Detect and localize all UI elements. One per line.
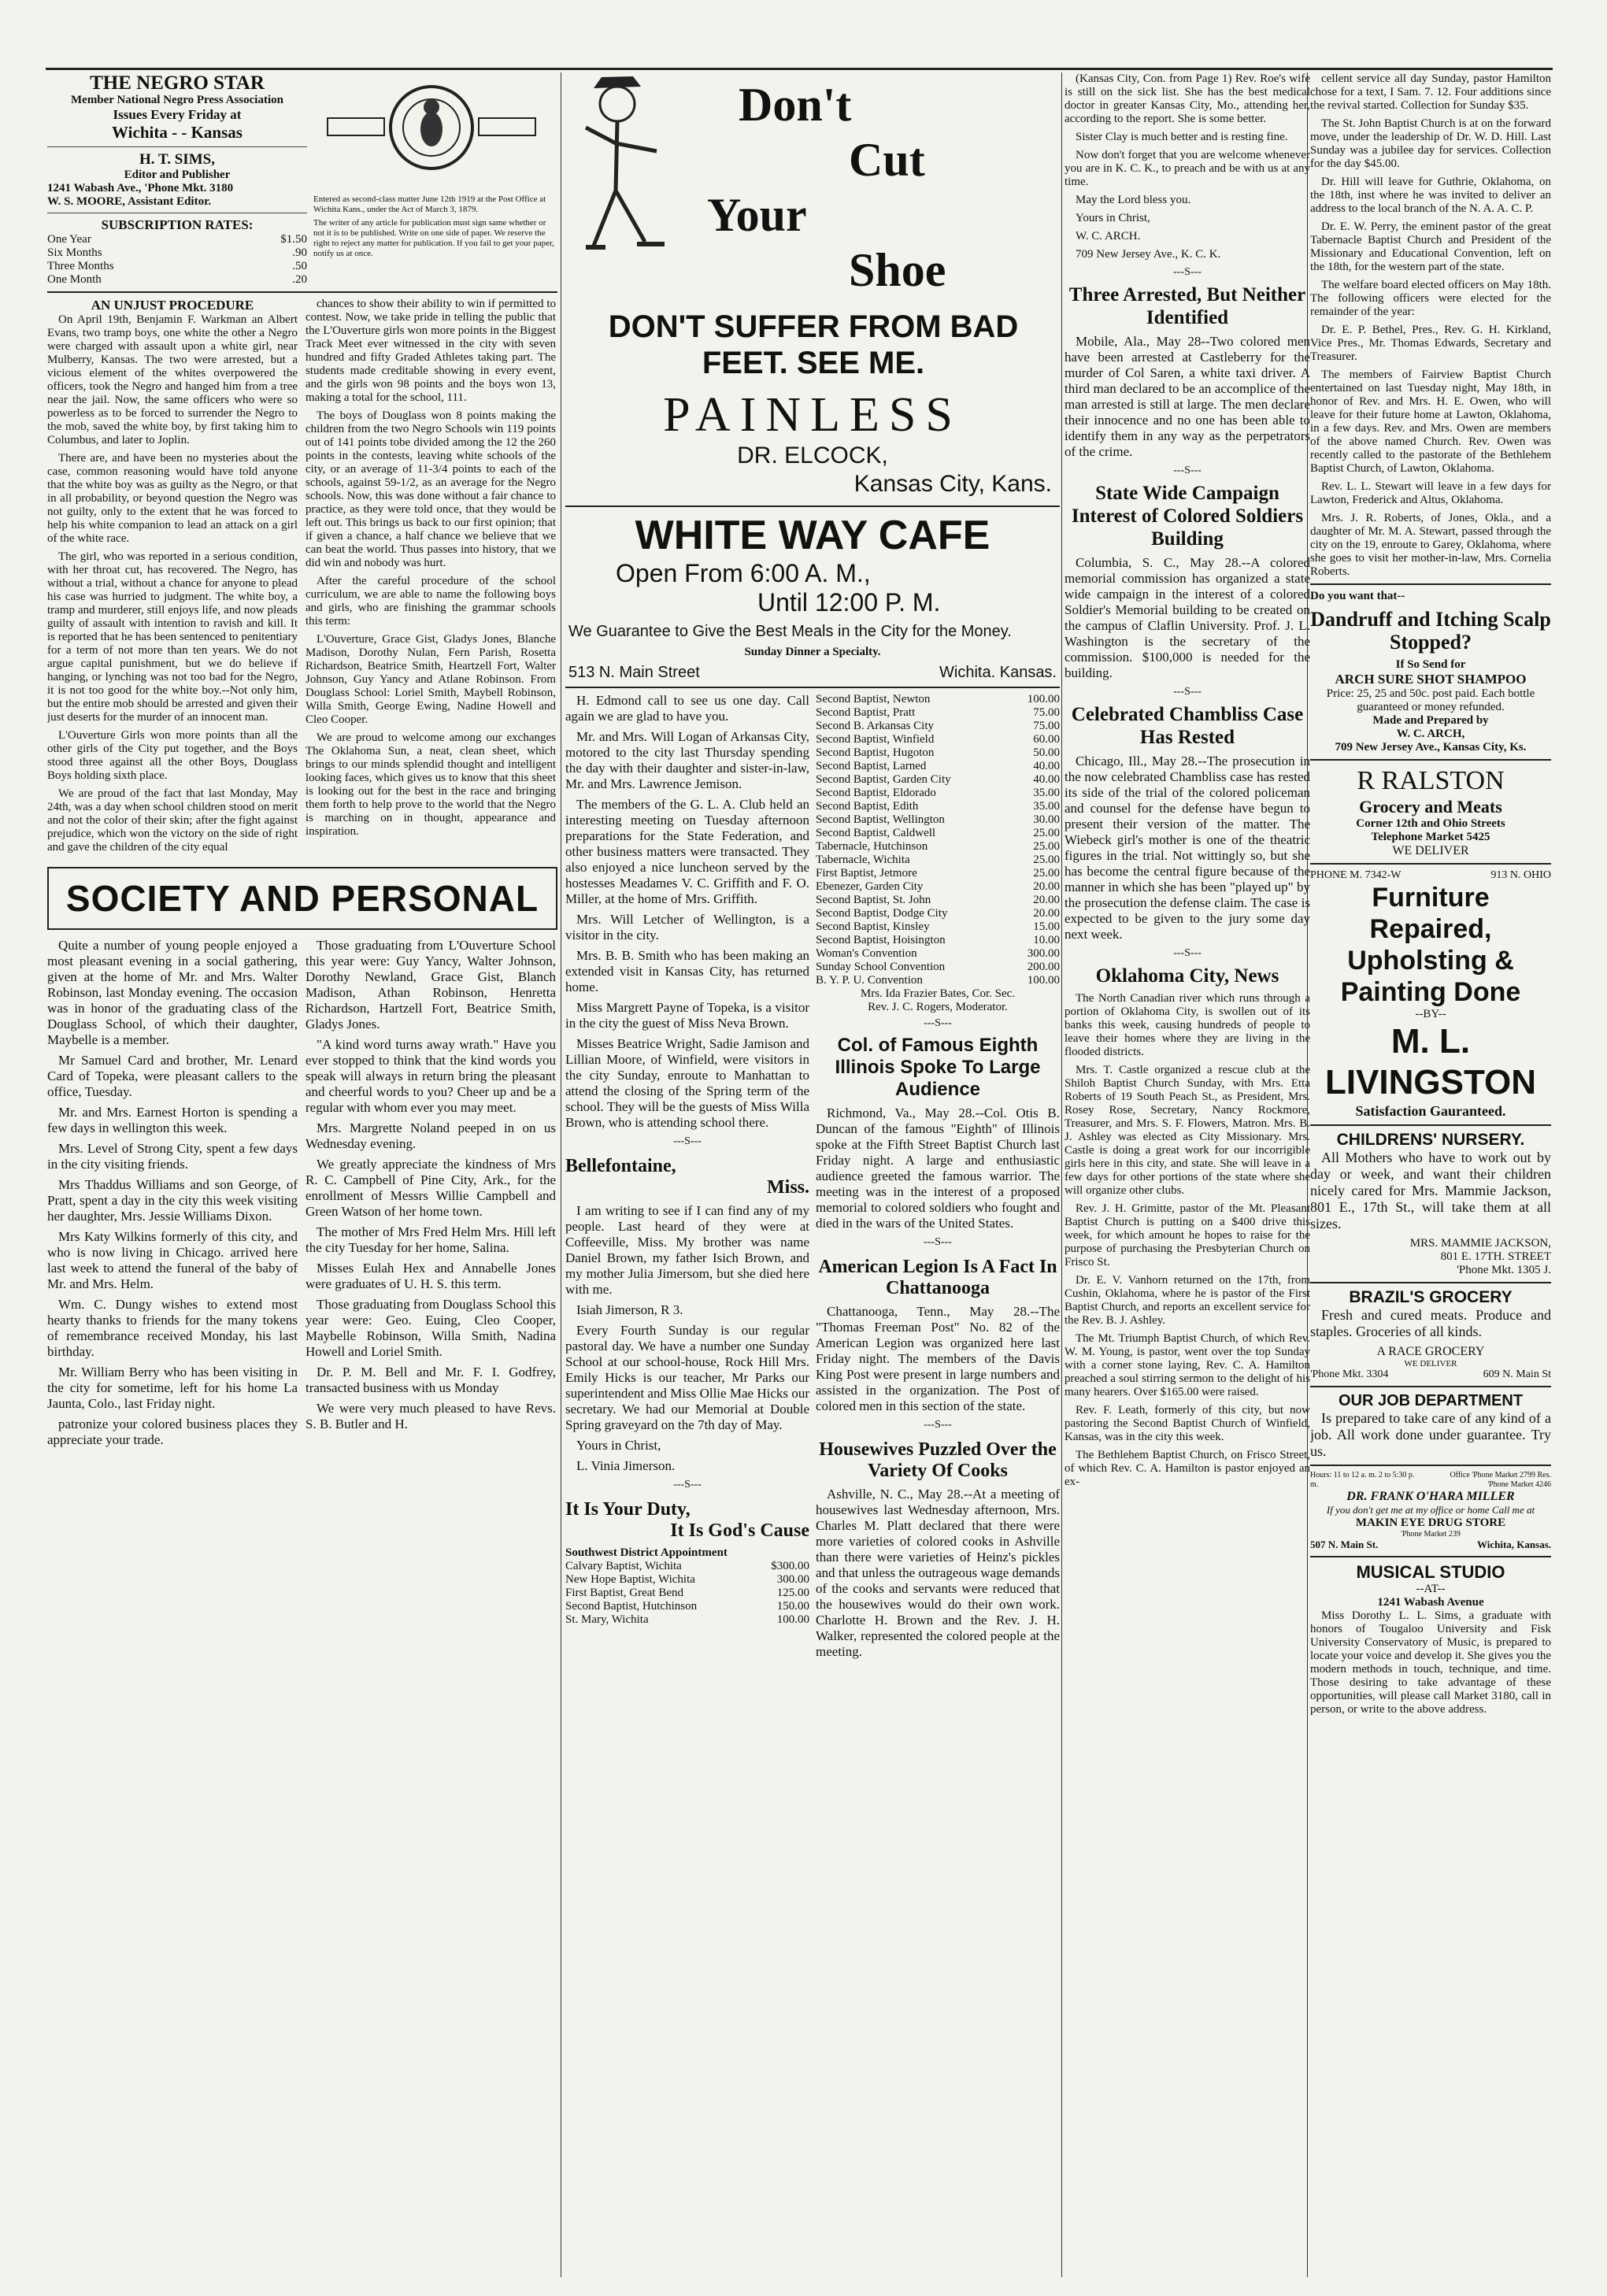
livingston-address: 913 N. OHIO <box>1490 869 1551 881</box>
unjust-body <box>47 313 298 854</box>
brazil-race: A RACE GROCERY <box>1376 1345 1485 1358</box>
press-seal-icon <box>313 72 550 191</box>
paragraph: Quite a number of young people enjoyed a most pleasant evening in a social gathering, given at the home of Mr. and Mrs. Walter Robinson, last Monday evening. The occasion was in honor of the graduating class of the Douglass School, of which their daughter, Maybelle is a member. <box>47 938 298 1047</box>
paragraph: Rev. F. Leath, formerly of this city, but now pastoring the Second Baptist Church of Winfield, Kansas, was in the city this week. <box>1065 1404 1310 1443</box>
paragraph: H. Edmond call to see us one day. Call again we are glad to have you. <box>565 693 809 724</box>
paragraph: W. C. ARCH. <box>1076 230 1141 243</box>
paragraph: Dr. Hill will leave for Guthrie, Oklahoma, on the 18th, inst where he was invited to deliver an address to the local branch of the N. A. A. C. P. <box>1310 176 1551 215</box>
row-label: First Baptist, Great Bend <box>565 1587 683 1599</box>
brazil-contact <box>1310 1368 1551 1381</box>
row-label: B. Y. P. U. Convention <box>816 974 923 987</box>
sig-rogers: Rev. J. C. Rogers, Moderator. <box>868 1001 1008 1013</box>
cafe-address-row <box>568 664 1057 682</box>
table-row <box>565 1613 809 1627</box>
miller-store: MAKIN EYE DRUG STORE <box>1355 1516 1506 1529</box>
paragraph: L'Ouverture Girls won more points than all the other girls of the City put together, and the Boys stood three against all the other Boys, Douglass Boys holding sixth place. <box>47 729 298 782</box>
miller-note: If you don't get me at my office or home Call me at <box>1326 1504 1535 1516</box>
row-amount: 25.00 <box>1033 867 1060 880</box>
row-label: Second Baptist, Winfield <box>816 733 935 746</box>
table-row <box>816 787 1060 800</box>
paragraph: Mr Samuel Card and brother, Mr. Lenard Card of Topeka, were pleasant callers to the office, Tuesday. <box>47 1053 298 1099</box>
paragraph: Now don't forget that you are welcome whenever you are in K. C. K., to preach and be with us at any time. <box>1065 149 1310 188</box>
paragraph: The Mt. Triumph Baptist Church, of which Rev. W. M. Young, is pastor, went over the top Sunday with a corner stone laying, Rev. C. A. Hamilton preached a soul stirring sermon to the delight of his many hearers. Over $165.00 were raised. <box>1065 1332 1310 1398</box>
row-amount: 25.00 <box>1033 840 1060 853</box>
miller-hours: Hours: 11 to 12 a. m. 2 to 5:30 p. m. <box>1310 1471 1415 1489</box>
ad-shoe: Shoe <box>849 244 946 296</box>
table-row <box>816 880 1060 894</box>
subscription-term: Three Months <box>47 260 114 272</box>
belle-title2: Miss. <box>767 1177 809 1198</box>
row-amount: 200.00 <box>1027 961 1060 973</box>
table-row <box>816 934 1060 947</box>
paragraph: May the Lord bless you. <box>1076 194 1191 206</box>
column-2-right: Second Baptist, Newton 100.00 Second Baptist, Pratt 75.00 Second B. Arkansas City 75.00 Second Baptist, Winfield 60.00 Second Baptist, Hugoton 50.00 Second Baptist, Larned 40.00 Second Baptist, Garden City 40.00 Second Baptist, Eldorado 35.00 Second Baptist, Edith 35.00 Second Baptist, Wellington 30.00 Second Baptist, Caldwell 25.00 Tabernacle, Hutchinson 25.00 Tabernacle, Wichita 25.00 First Baptist, Jetmore 25.00 Ebenezer, Garden City 20.00 Second Baptist, St. John 20.00 Second Baptist, Dodge City 20.00 Second Baptist, Kinsley 15.00 Second Baptist, Hoisington 10.00 Woman's Convention 300.00 Sunday School Convention 200.00 B. Y. P. U. Convention 100.00 Mrs. Ida Frazier Bates, Cor. Sec. Rev. J. C. Rogers, Moderator. ---S--- Col. of Famous Eighth Illinois Spoke To Large Audience Richmond, Va., May 28.--Col. Otis B. Duncan of the famous "Eighth" of Illinois spoke at the Fifth Street Baptist Church last Friday night. A large and enthusiastic audience greeted the famous warrior. The meeting was in the interest of a proposed memorial to colored soldiers who fought and died in the wars of the United States. ---S--- American Legion Is A Fact In Chattanooga Chattanooga, Tenn., May 28.--The "Thomas Freeman Post" No. 82 of the American Legion was organized here last Friday night. The members of the Davis King Post were present in large numbers and assisted in the organization. The Post of colored men in this section of the state. ---S--- Housewives Puzzled Over the Variety Of Cooks Ashville, N. C., May 28.--At a meeting of housewives last Wednesday afternoon, Mrs. Charles M. Platt declared that there were more varieties of colored cooks in Ashville than there were varieties of Heinz's pickles and that unless the outrageous wage demands of the cooks and servants were reduced that the housewives would do their own work. Charlotte H. Brown and the Rev. J. H. Walker, represented the colored people at the meeting. <box>816 693 1060 1659</box>
miller-address: 507 N. Main St. <box>1310 1539 1379 1550</box>
sig-bates: Mrs. Ida Frazier Bates, Cor. Sec. <box>860 987 1016 1000</box>
paragraph: Mrs Thaddus Williams and son George, of Pratt, spent a day in the city this week visiting her daughter, Mrs. Jessie Williams Dixon. <box>47 1177 298 1224</box>
table-row <box>565 1560 809 1573</box>
row-label: Second Baptist, Dodge City <box>816 907 948 920</box>
row-label: Second Baptist, Eldorado <box>816 787 936 799</box>
table-row <box>816 867 1060 880</box>
city-line: Wichita - - Kansas <box>112 123 243 142</box>
dandruff-address: 709 New Jersey Ave., Kansas City, Ks. <box>1335 741 1527 754</box>
subscription-term: One Year <box>47 233 91 246</box>
okc-body <box>1065 992 1310 1489</box>
arrested-body: Mobile, Ala., May 28--Two colored men have been arrested at Castleberry for the murder of Col Saren, a white taxi driver. A third man declared to be an accomplice of the man arrested is still at large. The men declare their innocence and no one has been able to identify them in any way as the perpetrators of the crime. <box>1065 334 1310 459</box>
arrested-title: Three Arrested, But Neither Identified <box>1068 284 1306 328</box>
column-2-lower <box>565 693 1060 1665</box>
row-label: Second Baptist, Hoisington <box>816 934 946 946</box>
editorial-left <box>47 298 298 859</box>
chances-body <box>305 298 556 839</box>
miller-phone: 'Phone Market 239 <box>1401 1530 1461 1539</box>
nursery-sig3: 'Phone Mkt. 1305 J. <box>1457 1264 1551 1276</box>
ad-cut: Cut <box>849 134 925 186</box>
ad-painless: PAINLESS <box>663 388 962 442</box>
ad-your: Your <box>707 189 807 241</box>
row-label: Second Baptist, Pratt <box>816 706 916 719</box>
masthead-right <box>313 72 557 287</box>
column-rule <box>1061 72 1062 2277</box>
masthead <box>47 72 557 287</box>
paragraph: The mother of Mrs Fred Helm Mrs. Hill left the city Tuesday for her home, Salina. <box>305 1224 556 1255</box>
dandruff-made: Made and Prepared by <box>1372 714 1489 727</box>
paragraph: The St. John Baptist Church is at on the forward move, under the leadership of Dr. W. D. Hill. Last Sunday was a jubilee day for services. Collection for the day $45.00. <box>1310 117 1551 170</box>
shoe-man-icon <box>570 72 688 261</box>
campaign-title: State Wide Campaign Interest of Colored Soldiers Building <box>1071 483 1304 550</box>
row-amount: 150.00 <box>776 1600 809 1613</box>
studio-at: --AT-- <box>1416 1583 1446 1595</box>
paragraph: "A kind word turns away wrath." Have you ever stopped to think that the kind words you speak will always in return bring the pleasant and cheerful words to you? Cheer up and be a regular with whom ever you may meet. <box>305 1037 556 1115</box>
dandruff-headline: Dandruff and Itching Scalp Stopped? <box>1310 608 1551 654</box>
row-label: Second Baptist, Kinsley <box>816 920 930 933</box>
cooks-body: Ashville, N. C., May 28.--At a meeting of housewives last Wednesday afternoon, Mrs. Charles M. Platt declared that there were more varieties of colored cooks in Ashville than there were varieties of Heinz's pickles and that unless the outrageous wage demands of the cooks and servants were reduced that the housewives would do their own work. Charlotte H. Brown and the Rev. J. H. Walker, represented the colored people at the meeting. <box>816 1487 1060 1659</box>
paragraph: patronize your colored business places they appreciate your trade. <box>47 1416 298 1447</box>
society-left <box>47 938 298 1453</box>
paragraph: Misses Eulah Hex and Annabelle Jones were graduates of U. H. S. this term. <box>305 1261 556 1291</box>
masthead-rule <box>46 68 1553 70</box>
brazil-phone: 'Phone Mkt. 3304 <box>1310 1368 1389 1380</box>
column-2 <box>565 72 1060 2280</box>
row-amount: 20.00 <box>1033 880 1060 893</box>
livingston-headline: Furniture Repaired, Upholsting & Painting Done <box>1340 883 1521 1007</box>
legion-title: American Legion Is A Fact In Chattanooga <box>818 1257 1057 1298</box>
dandruff-send: If So Send for <box>1395 658 1466 671</box>
row-label: Tabernacle, Hutchinson <box>816 840 928 853</box>
table-row <box>816 706 1060 720</box>
row-amount: 30.00 <box>1033 813 1060 826</box>
paragraph: After the careful procedure of the school curriculum, we are able to name the following boys and girls, who are finishing the grammar schools this term: <box>305 575 556 628</box>
paragraph: Dr. P. M. Bell and Mr. F. I. Godfrey, transacted business with us Monday <box>305 1365 556 1395</box>
ad-doctor: DR. ELCOCK, <box>737 443 888 468</box>
issued-line: Issues Every Friday at <box>113 107 242 122</box>
ralston-ad <box>1310 765 1551 858</box>
subscription-row <box>47 273 307 287</box>
paragraph: Mr. William Berry who has been visiting in the city for sometime, left for his home La Jaunta, Colo., last Friday night. <box>47 1365 298 1411</box>
paragraph: The boys of Douglass won 8 points making the children from the two Negro Schools win 119 points out of 141 points tobe divided among the 12 the 260 points in the contests, leaving white schools of the city, or an average of 11-3/4 points to each of the schools, against 59-1/2, as an average for the Negro schools. Now, this was done without a fair chance to practice, as they were told once, that they would be left out. This brings us back to our first opinion; that if given a chance, a half chance we believe that we can beat the world. Thus passes into history, that we did win and nobody was hurt. <box>305 409 556 569</box>
subscription-title: SUBSCRIPTION RATES: <box>101 217 254 232</box>
job-body: Is prepared to take care of any kind of a job. All work done under guarantee. Try us. <box>1310 1410 1551 1459</box>
cafe-name: WHITE WAY CAFE <box>635 513 990 558</box>
society-section <box>47 938 557 1453</box>
entered-notice: Entered as second-class matter June 12th 1919 at the Post Office at Wichita Kans., under the Act of March 3, 1879. <box>313 194 546 214</box>
paragraph: 709 New Jersey Ave., K. C. K. <box>1076 248 1221 261</box>
table-row <box>816 840 1060 854</box>
illinois-title: Col. of Famous Eighth Illinois Spoke To Large Audience <box>835 1035 1041 1100</box>
row-label: New Hope Baptist, Wichita <box>565 1573 695 1586</box>
subscription-row <box>47 246 307 260</box>
row-amount: 300.00 <box>1027 947 1060 960</box>
table-row <box>816 746 1060 760</box>
paragraph: The Bethlehem Baptist Church, on Frisco Street, of which Rev. C. A. Hamilton is pastor enjoyed an ex- <box>1065 1449 1310 1488</box>
table-row <box>816 920 1060 934</box>
livingston-ad <box>1310 869 1551 1120</box>
row-amount: 25.00 <box>1033 827 1060 839</box>
table-row <box>816 894 1060 907</box>
row-label: Sunday School Convention <box>816 961 946 973</box>
table-row <box>816 800 1060 813</box>
unjust-title: AN UNJUST PROCEDURE <box>91 298 254 313</box>
livingston-by: --BY-- <box>1415 1008 1446 1020</box>
studio-address: 1241 Wabash Avenue <box>1377 1596 1484 1609</box>
row-amount: 20.00 <box>1033 894 1060 906</box>
assistant-editor: W. S. MOORE, Assistant Editor. <box>47 195 212 208</box>
kansas-city-letter <box>1065 72 1310 261</box>
cafe-city: Wichita. Kansas. <box>939 664 1057 681</box>
row-label: Second Baptist, Garden City <box>816 773 951 786</box>
paragraph: Dr. E. V. Vanhorn returned on the 17th, from Cushin, Oklahoma, where he is pastor of the First Baptist Church, and reports an excellent service for the Rev. B. J. Ashley. <box>1065 1274 1310 1327</box>
row-label: Woman's Convention <box>816 947 917 960</box>
row-amount: 100.00 <box>1027 693 1060 705</box>
paragraph: Those graduating from Douglass School this year were: Geo. Euing, Cleo Cooper, Maybelle Robinson, Willa Smith, Nadina Howell and Loriel Smith. <box>305 1297 556 1359</box>
dandruff-ad <box>1310 590 1551 754</box>
paragraph: The welfare board elected officers on May 18th. The following officers were elected for the remainder of the year: <box>1310 279 1551 318</box>
row-label: Second Baptist, Hugoton <box>816 746 935 759</box>
ralston-deliver: WE DELIVER <box>1392 844 1469 857</box>
ad-bad-feet: DON'T SUFFER FROM BAD FEET. SEE ME. <box>608 309 1019 380</box>
paragraph: Yours in Christ, <box>1076 212 1150 224</box>
paragraph: We are proud to welcome among our exchanges The Oklahoma Sun, a neat, clean sheet, which brings to our minds splendid thought and intelligent looking faces, which gives us to know that this sheet is looking out for the best in the race and bringing them forth to help prove to the world that the Negro is marching on in thought, appearance and inspiration. <box>305 731 556 838</box>
brazil-deliver: WE DELIVER <box>1404 1359 1457 1368</box>
livingston-phone: PHONE M. 7342-W <box>1310 869 1401 881</box>
table-row <box>565 1600 809 1613</box>
row-amount: 100.00 <box>1027 974 1060 987</box>
row-amount: 25.00 <box>1033 854 1060 866</box>
row-amount: 40.00 <box>1033 773 1060 786</box>
paragraph: The North Canadian river which runs through a portion of Oklahoma City, is swollen out of its banks this week, causing hundreds of people to leave their homes where they are living in the flooded districts. <box>1065 992 1310 1058</box>
row-amount: 300.00 <box>776 1573 809 1586</box>
row-label: First Baptist, Jetmore <box>816 867 917 880</box>
paragraph: Dr. E. W. Perry, the eminent pastor of the great Tabernacle Baptist Church and President of the Missionary and Educational Convention, left on the 18th, for the western part of the state. <box>1310 220 1551 273</box>
cooks-title: Housewives Puzzled Over the Variety Of Cooks <box>819 1439 1057 1481</box>
brazil-body: Fresh and cured meats. Produce and staples. Groceries of all kinds. <box>1310 1307 1551 1339</box>
editor-title: Editor and Publisher <box>124 168 231 181</box>
table-row <box>816 961 1060 974</box>
row-amount: 40.00 <box>1033 760 1060 772</box>
row-amount: 75.00 <box>1033 720 1060 732</box>
row-label: Second Baptist, Hutchinson <box>565 1600 698 1613</box>
row-label: St. Mary, Wichita <box>565 1613 649 1626</box>
editor-name: H. T. SIMS, <box>139 151 215 168</box>
subscription-price: $1.50 <box>280 233 307 246</box>
paragraph: Mrs. Will Letcher of Wellington, is a visitor in the city. <box>565 912 809 942</box>
nursery-sig2: 801 E. 17TH. STREET <box>1440 1250 1551 1263</box>
cafe-sunday: Sunday Dinner a Specialty. <box>744 646 881 658</box>
row-amount: 35.00 <box>1033 787 1060 799</box>
row-amount: 50.00 <box>1033 746 1060 759</box>
livingston-contact <box>1310 869 1551 882</box>
ad-dont: Don't <box>739 79 852 131</box>
paragraph: The members of the G. L. A. Club held an interesting meeting on Tuesday afternoon preparations for the State Federation, and other business matters were transacted. They also enjoyed a nice luncheon served by the hostesses Meadames V. C. Griffith and F. O. Miller, at the home of Mrs. Griffith. <box>565 797 809 906</box>
paragraph: Mr. and Mrs. Earnest Horton is spending a few days in wellington this week. <box>47 1105 298 1135</box>
miller-hours-row <box>1310 1471 1551 1490</box>
dandruff-arch: W. C. ARCH, <box>1396 728 1465 740</box>
livingston-name: M. L. LIVINGSTON <box>1324 1022 1537 1102</box>
row-label: Second B. Arkansas City <box>816 720 934 732</box>
column-2-left: H. Edmond call to see us one day. Call again we are glad to have you. Mr. and Mrs. Will Logan of Arkansas City, motored to the city last Thursday spending the day with their daughter and sister-in-law, Mr. and Mrs. Lawrence Jemison. The members of the G. L. A. Club held an interesting meeting on Tuesday afternoon preparations for the State Federation, and other business matters were transacted. They also enjoyed a nice luncheon served by the hostesses Meadames V. C. Griffith and F. O. Miller, at the home of Mrs. Griffith. Mrs. Will Letcher of Wellington, is a visitor in the city. Mrs. B. B. Smith who has been making an extended visit in Kansas City, has returned home. Miss Margrett Payne of Topeka, is a visitor in the city the guest of Miss Neva Brown. Misses Beatrice Wright, Sadie Jamison and Lillian Moore, of Winfield, were visitors in the city Sunday, enroute to Manhattan to attend the closing of the Spring term of the school. They will be the guests of Miss Willa Brown, who is attending school there. ---S--- Bellefontaine, Miss. I am writing to see if I can find any of my people. Last heard of they were at Coffeeville, Miss. My brother was name Daniel Brown, my father Isich Brown, and my mother Julia Jimersom, but she died here with me. Isiah Jimerson, R 3. Every Fourth Sunday is our regular pastoral day. We have a number one Sunday School at our school-house, Rock Hill Mrs. Emily Hicks is our teacher, Mr Parks our superintendent and Miss Ollie Mae Hicks our secretary. We had our Memorial at Double Spring graveyard on the 7th day of May. Yours in Christ, L. Vinia Jimerson. ---S--- It Is Your Duty, It Is God's Cause Southwest District Appointment Calvary Baptist, Wichita $300.00 New Hope Baptist, Wichita 300.00 First Baptist, Great Bend 125.00 Second Baptist, Hutchinson 150.00 St. Mary, Wichita 100.00 <box>565 693 809 1626</box>
cafe-open: Open From 6:00 A. M., <box>616 559 871 587</box>
duty-intro: Southwest District Appointment <box>565 1546 728 1559</box>
table-row <box>816 760 1060 773</box>
shoe-ad <box>565 72 1060 497</box>
brazil-heading: BRAZIL'S GROCERY <box>1349 1288 1513 1306</box>
personal-notes <box>565 693 809 1131</box>
paragraph: Miss Margrett Payne of Topeka, is a visitor in the city the guest of Miss Neva Brown. <box>565 1000 809 1031</box>
job-heading: OUR JOB DEPARTMENT <box>1338 1392 1524 1409</box>
paragraph: Mrs. Margrette Noland peeped in on us Wednesday evening. <box>305 1120 556 1151</box>
chambliss-title: Celebrated Chambliss Case Has Rested <box>1071 704 1304 748</box>
subscription-rates <box>47 233 307 287</box>
subscription-price: .20 <box>292 273 307 286</box>
society-banner <box>47 867 557 930</box>
masthead-left <box>47 72 307 287</box>
subscription-term: Six Months <box>47 246 102 259</box>
subscription-term: One Month <box>47 273 102 286</box>
chambliss-body: Chicago, Ill., May 28.--The prosecution in the now celebrated Chambliss case has rested its side of the trial of the colored policeman and counsel for the defense have begun to present their version of the matter. The Wiebeck girl's mother is one of the theatric figures in the trial. Not wittingly so, but she has become the central figure because of the manner in which she has been "played up" by the prosecution the defense claim. The case is expected to be given to the jury some day next week. <box>1065 754 1310 942</box>
paragraph: Mrs. Level of Strong City, spent a few days in the city visiting friends. <box>47 1141 298 1172</box>
row-amount: 75.00 <box>1033 706 1060 719</box>
paragraph: On April 19th, Benjamin F. Warkman an Albert Evans, two tramp boys, one white the other a Negro were charged with assault upon a white girl, near Mulberry, Kansas. The two were arrested, but a vicious element of the whites overpowered the officers, took the Negro and hanged him from a tree near the jail. Now, the same officers who were so powerless as to be forced to surrender the Negro to the mob, saved the white boy, by first taking him to Columbus, and later to Joplin. <box>47 313 298 446</box>
row-label: Ebenezer, Garden City <box>816 880 924 893</box>
belle-body <box>565 1203 809 1474</box>
paragraph: cellent service all day Sunday, pastor Hamilton chose for a text, I Sam. 7. 12. Four additions since the revival started. Collection for Sunday $35. <box>1310 72 1551 112</box>
table-row <box>816 827 1060 840</box>
ralston-address: Corner 12th and Ohio Streets <box>1356 817 1505 830</box>
table-row <box>816 773 1060 787</box>
paragraph: The members of Fairview Baptist Church entertained on last Tuesday night, May 18th, in honor of Rev. and Mrs. H. E. Owen, who will leave for their future home at Lawton, Oklahoma, in a few days. Rev. and Mrs. Owen are members of the above named Church. Rev. Owen was recently called to the pastorate of the Bethlehem Baptist Church, of Lawton, Oklahoma. <box>1310 368 1551 475</box>
paragraph: Dr. E. P. Bethel, Pres., Rev. G. H. Kirkland, Vice Pres., Mr. Thomas Edwards, Secretary and Treasurer. <box>1310 324 1551 363</box>
table-row <box>816 947 1060 961</box>
paragraph: Mrs. B. B. Smith who has been making an extended visit in Kansas City, has returned home. <box>565 948 809 994</box>
editorial-section <box>47 298 557 859</box>
paragraph: Mrs Katy Wilkins formerly of this city, and who is now living in Chicago. arrived here last week to attend the funeral of the baby of Mr. and Mrs. Helm. <box>47 1229 298 1291</box>
subscription-row <box>47 233 307 246</box>
paragraph: Rev. L. L. Stewart will leave in a few days for Lawton, Frederick and Altus, Oklahoma. <box>1310 480 1551 506</box>
church-notes <box>1310 72 1551 579</box>
row-amount: $300.00 <box>771 1560 809 1572</box>
row-amount: 125.00 <box>776 1587 809 1599</box>
table-row <box>816 854 1060 867</box>
paragraph: Misses Beatrice Wright, Sadie Jamison and Lillian Moore, of Winfield, were visitors in the city Sunday, enroute to Manhattan to attend the closing of the Spring term of the school. They will be the guests of Miss Willa Brown, who is attending school there. <box>565 1036 809 1130</box>
row-label: Calvary Baptist, Wichita <box>565 1560 682 1572</box>
cafe-address: 513 N. Main Street <box>568 664 700 681</box>
paragraph: Those graduating from L'Ouverture School this year were: Guy Yancy, Walter Johnson, Dorothy Newland, Grace Gist, Blanch Madison, Athan Robinson, Henretta Richardson, Hartzell Fort, Beatrice Smith, Gladys Jones. <box>305 938 556 1031</box>
okc-title: Oklahoma City, News <box>1095 965 1279 987</box>
cafe-until: Until 12:00 P. M. <box>757 588 941 617</box>
miller-office: Office 'Phone Market 2799 Res. 'Phone Market 4246 <box>1450 1471 1551 1489</box>
illinois-body: Richmond, Va., May 28.--Col. Otis B. Duncan of the famous "Eighth" of Illinois spoke at the Fifth Street Baptist Church last Friday night. A large and enthusiastic audience greeted the famous warrior. The meeting was in the interest of a proposed memorial to colored soldiers who fought and died in the wars of the United States. <box>816 1105 1060 1231</box>
dandruff-price: Price: 25, 25 and 50c. post paid. Each bottle guaranteed or money refunded. <box>1326 687 1535 713</box>
miller-city: Wichita, Kansas. <box>1476 1539 1551 1550</box>
paragraph: Every Fourth Sunday is our regular pastoral day. We have a number one Sunday School at our school-house, Rock Hill Mrs. Emily Hicks is our teacher, Mr Parks our superintendent and Miss Ollie Mae Hicks our secretary. We had our Memorial at Double Spring graveyard on the 7th day of May. <box>565 1323 809 1432</box>
subscription-row <box>47 260 307 273</box>
nursery-sig1: MRS. MAMMIE JACKSON, <box>1409 1237 1551 1250</box>
row-amount: 20.00 <box>1033 907 1060 920</box>
studio-body: Miss Dorothy L. L. Sims, a graduate with honors of Tougaloo University and Fisk University Conservatory of Music, is prepared to locate your voice and develop it. She gives you the modern methods in touch, technique, and time. Those desiring to take advantage of these opportunities, will please call Market 3180, call in person, or write to the above address. <box>1310 1609 1551 1716</box>
nursery-heading: CHILDRENS' NURSERY. <box>1336 1131 1525 1149</box>
paragraph: Mr. and Mrs. Will Logan of Arkansas City, motored to the city last Thursday spending the day with their daughter and sister-in-law, Mr. and Mrs. Lawrence Jemison. <box>565 729 809 791</box>
paragraph: (Kansas City, Con. from Page 1) Rev. Roe's wife is still on the sick list. She has the best medical doctor in greater Kansas City, Mo., attending her, according to the report. She is some better. <box>1065 72 1310 125</box>
column-1 <box>47 72 557 2280</box>
paragraph: L'Ouverture, Grace Gist, Gladys Jones, Blanche Madison, Dorothy Nulan, Fern Parish, Rosetta Richardson, Beatrice Smith, Heartzell Fort, Walter Johnson, Guy Yancy and Atlane Robinson. From Douglass School: Loriel Smith, Maybell Robinson, Willa Smith, George Ewing, Nadine Howell and Cleo Cooper. <box>305 633 556 726</box>
row-amount: 100.00 <box>776 1613 809 1626</box>
paragraph: chances to show their ability to win if permitted to contest. Now, we take pride in telling the public that the L'Ouverture girls won more points in the Biggest Track Meet ever witnessed in the city with seven hundred and fifty Graded Athletes taking part. The students made creditable showing in every event, and the girls won 98 points and the boys won 13, making a total for the school, 111. <box>305 298 556 404</box>
legion-body: Chattanooga, Tenn., May 28.--The "Thomas Freeman Post" No. 82 of the American Legion was organized here last Friday night. The members of the Davis King Post were present in large numbers and assisted in the organization. The Post of colored men in this section of the state. <box>816 1304 1060 1413</box>
subscription-price: .50 <box>292 260 307 272</box>
dandruff-product: ARCH SURE SHOT SHAMPOO <box>1335 672 1527 687</box>
paragraph: There are, and have been no mysteries about the case, common reasoning would have told anyone that the white boy was as guilty as the Negro, or that in all probability, or beyond question the Negro was not guilty, only to the extent that he was forced to help his white companion to lead an attack on a girl of the white race. <box>47 452 298 545</box>
paragraph: Isiah Jimerson, R 3. <box>576 1302 683 1317</box>
table-row <box>565 1587 809 1600</box>
paper-name: THE NEGRO STAR <box>90 72 265 94</box>
ralston-name: R RALSTON <box>1357 766 1505 795</box>
table-row <box>565 1573 809 1587</box>
paragraph: We greatly appreciate the kindness of Mrs R. C. Campbell of Pine City, Ark., for the enrollment of Messrs Willie Campbell and Green Watson of her home town. <box>305 1157 556 1219</box>
row-label: Second Baptist, Edith <box>816 800 919 813</box>
paragraph: Mrs. J. R. Roberts, of Jones, Okla., and a daughter of Mr. M. A. Stewart, passed through the city on the 19, enroute to Garey, Oklahoma, where she goes to visit her mother-in-law, Mrs. Cornelia Roberts. <box>1310 512 1551 578</box>
table-row <box>816 693 1060 706</box>
duty-title1: It Is Your Duty, <box>565 1499 691 1520</box>
row-label: Second Baptist, Larned <box>816 760 927 772</box>
studio-heading: MUSICAL STUDIO <box>1356 1562 1505 1582</box>
table-row <box>816 974 1060 987</box>
paragraph: We were very much pleased to have Revs. S. B. Butler and H. <box>305 1401 556 1431</box>
paragraph: We are proud of the fact that last Monday, May 24th, was a day when school children stood on merit and not the color of their skin; after the fight against prejudice, which won the victory on the side of right and gave the children of the city equal <box>47 787 298 854</box>
miller-addr-row <box>1310 1539 1551 1551</box>
paragraph: Rev. J. H. Grimitte, pastor of the Mt. Pleasant Baptist Church is putting on a $400 drive this week, for which amount he hopes to raise for the purpose of purchasing the Presbyterian Church on Frisco St. <box>1065 1202 1310 1268</box>
row-label: Second Baptist, St. John <box>816 894 931 906</box>
editorial-right <box>305 298 556 859</box>
livingston-satisfaction: Satisfaction Gauranteed. <box>1355 1103 1506 1119</box>
table-row <box>816 733 1060 746</box>
duty-table <box>565 1560 809 1627</box>
member-line: Member National Negro Press Association <box>71 94 283 106</box>
column-4 <box>1310 72 1551 2280</box>
row-amount: 15.00 <box>1033 920 1060 933</box>
brazil-address: 609 N. Main St <box>1483 1368 1551 1380</box>
campaign-body: Columbia, S. C., May 28.--A colored memorial commission has organized a state wide campaign in the interest of a colored Soldier's Memorial building to be created on the campus of Claflin University. Prof. J. L. Washington is the secretary of the commission. $100,000 is needed for the building. <box>1065 555 1310 680</box>
ralston-phone: Telephone Market 5425 <box>1371 831 1490 843</box>
table-row <box>816 720 1060 733</box>
row-label: Second Baptist, Wellington <box>816 813 945 826</box>
cafe-ad <box>565 512 1060 682</box>
paragraph: L. Vinia Jimerson. <box>576 1458 676 1473</box>
duty-title2: It Is God's Cause <box>670 1520 809 1541</box>
ralston-sub: Grocery and Meats <box>1359 797 1502 817</box>
table-row <box>816 813 1060 827</box>
paragraph: Wm. C. Dungy wishes to extend most hearty thanks to friends for the many tokens of remembrance received Monday, his last birthday. <box>47 1297 298 1359</box>
row-label: Second Baptist, Caldwell <box>816 827 936 839</box>
cafe-guarantee: We Guarantee to Give the Best Meals in the City for the Money. <box>568 623 1012 640</box>
paragraph: Yours in Christ, <box>576 1438 661 1453</box>
row-amount: 60.00 <box>1033 733 1060 746</box>
dandruff-question: Do you want that-- <box>1310 590 1405 602</box>
row-amount: 35.00 <box>1033 800 1060 813</box>
paragraph: Sister Clay is much better and is resting fine. <box>1076 131 1288 143</box>
paragraph: I am writing to see if I can find any of my people. Last heard of they were at Coffeeville, Miss. My brother was name Daniel Brown, my father Isich Brown, and my mother Julia Jimersom, but she died here with me. <box>565 1203 809 1297</box>
ad-doctor-city: Kansas City, Kans. <box>853 471 1052 497</box>
writer-notice: The writer of any article for publication must sign same whether or not it is to be published. Write on one side of paper. We reserve the right to reject any matter for publication. If you fail to get your paper, notify us at once. <box>313 218 554 258</box>
row-label: Second Baptist, Newton <box>816 693 931 705</box>
paragraph: Mrs. T. Castle organized a rescue club at the Shiloh Baptist Church Sunday, with Mrs. Etta Roberts of 19 South Peach St., as President, Mrs. Rosey Rose, Secretary, Nancy Rockmore, Treasurer, and Mrs. S. F. Flowers, Matron. Mrs. B. J. Ashley was elected as City Missionary. Mrs. Castle is doing a great work for our incorrigible girls here in this city, and state. She will leave in a few days for other portions of the state where she will organize other clubs. <box>1065 1064 1310 1197</box>
society-right <box>305 938 556 1453</box>
column-3: (Kansas City, Con. from Page 1) Rev. Roe's wife is still on the sick list. She has the best medical doctor in greater Kansas City, Mo., attending her, according to the report. She is some better. Sister Clay is much better and is resting fine. Now don't forget that you are welcome whenever you are in K. C. K., to preach and be with us at any time. May the Lord bless you. Yours in Christ, W. C. ARCH. 709 New Jersey Ave., K. C. K. ---S--- Three Arrested, But Neither Identified Mobile, Ala., May 28--Two colored men have been arrested at Castleberry for the murder of Col Saren, a white taxi driver. A third man declared to be an accomplice of the man arrested is still at large. The men declare their innocence and no one has been able to identify them in any way as the perpetrators of the crime. ---S--- State Wide Campaign Interest of Colored Soldiers Building Columbia, S. C., May 28.--A colored memorial commission has organized a state wide campaign in the interest of a colored Soldier's Memorial building to be created on the campus of Claflin University. Prof. J. L. Washington is the secretary of the commission. $100,000 is needed for the building. ---S--- Celebrated Chambliss Case Has Rested Chicago, Ill., May 28.--The prosecution in the now celebrated Chambliss case has rested its side of the trial of the colored policeman and counsel for the defense have begun to present their version of the matter. The Wiebeck girl's mother is one of the theatric figures in the trial. Not wittingly so, but she has become the central figure because of the manner in which she has been "played up" by the prosecution the defense claim. The case is expected to be given to the jury some day next week. ---S--- Oklahoma City, News The North Canadian river which runs through a portion of Oklahoma City, is swollen out of its banks this week, causing hundreds of people to leave their homes where they are living in the flooded districts. Mrs. T. Castle organized a rescue club at the Shiloh Baptist Church Sunday, with Mrs. Etta Roberts of 19 South Peach St., as President, Mrs. Rosey Rose, Secretary, Nancy Rockmore, Treasurer, and Mrs. S. F. Flowers, Matron. Mrs. B. J. Ashley was elected as City Missionary. Mrs. Castle is doing a great work for our incorrigible girls here in this city, and state. She will leave in a few days for other portions of the state where she will organize other clubs. Rev. J. H. Grimitte, pastor of the Mt. Pleasant Baptist Church is putting on a $400 drive this week, for which amount he hopes to raise for the purpose of purchasing the Presbyterian Church on Frisco St. Dr. E. V. Vanhorn returned on the 17th, from Cushin, Oklahoma, where he is pastor of the First Baptist Church, and reports an excellent service for the Rev. B. J. Ashley. The Mt. Triumph Baptist Church, of which Rev. W. M. Young, is pastor, went over the top Sunday with a corner stone laying, Rev. C. A. Hamilton preached a soul stirring sermon to the delight of his many hearers. Over $165.00 were raised. Rev. F. Leath, formerly of this city, but now pastoring the Second Baptist Church of Winfield, Kansas, was in the city this week. The Bethlehem Baptist Church, on Frisco Street, of which Rev. C. A. Hamilton is pastor enjoyed an ex- <box>1065 72 1310 1488</box>
miller-name: DR. FRANK O'HARA MILLER <box>1346 1490 1515 1503</box>
row-label: Tabernacle, Wichita <box>816 854 910 866</box>
paragraph: The girl, who was reported in a serious condition, with her throat cut, has recovered. The Negro, has without a trial, without a chance for anyone to plead his case was hurried to judgment. The white boy, a tramp and murderer, still enjoys life, and now pleads guilty of assault with intention to ravish and kill. It is reported that he has been sentenced to penitentiary for a term of not more than ten years. We do not argue capital punishment, but we do believe if hanging, or lynching was not too bad for the Negro, it is not too good for the white boy.--Not only him, but the entire mob should be arrested and given their just deserts for the murder of an innocent man. <box>47 550 298 724</box>
row-amount: 10.00 <box>1033 934 1060 946</box>
address-line: 1241 Wabash Ave., 'Phone Mkt. 3180 <box>47 182 234 194</box>
nursery-body: All Mothers who have to work out by day or week, and want their children nicely cared for Mrs. Mammie Jackson, 801 E., 17th St., will take them at all sizes. <box>1310 1150 1551 1231</box>
table-row <box>816 907 1060 920</box>
society-banner-text: SOCIETY AND PERSONAL <box>65 878 539 919</box>
apportionment-table <box>816 693 1060 987</box>
belle-title1: Bellefontaine, <box>565 1156 676 1176</box>
subscription-price: .90 <box>292 246 307 259</box>
